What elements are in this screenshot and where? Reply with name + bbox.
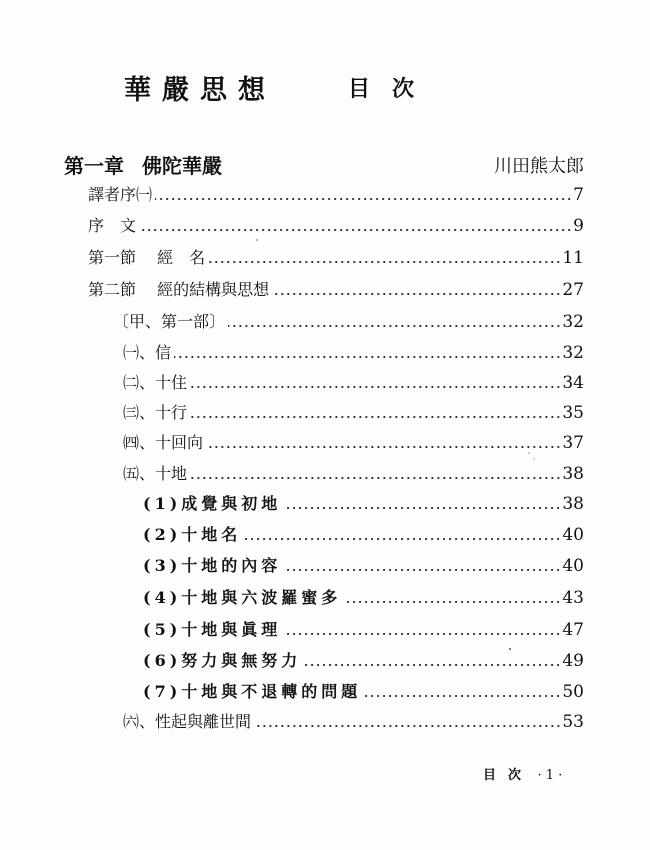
toc-entry-page: 38 [562, 464, 584, 484]
toc-entry[interactable] [88, 213, 584, 237]
toc-entry-page: 9 [573, 216, 584, 236]
toc-entry[interactable] [123, 709, 584, 733]
toc-entry[interactable] [143, 617, 584, 641]
dot-leader [284, 555, 561, 577]
chapter-label [64, 150, 222, 179]
toc-entry[interactable] [143, 553, 584, 577]
toc-entry[interactable] [143, 491, 584, 515]
dot-leader [208, 247, 561, 269]
toc-entry-page: 11 [562, 248, 584, 268]
dot-leader [139, 215, 572, 237]
scan-speck [533, 458, 535, 460]
toc-entry-page: 27 [562, 280, 584, 300]
dot-leader [190, 402, 561, 424]
page-footer [483, 764, 562, 783]
toc-entry-label: 譯者序㈠ [88, 185, 153, 204]
toc-entry-label: 序 文 [88, 216, 137, 235]
toc-entry-page: 7 [573, 185, 584, 205]
toc-entry-label: (1)成覺與初地 [143, 494, 282, 513]
dot-leader [344, 587, 561, 609]
chapter-number: 第一章 [64, 154, 124, 178]
toc-entry-page: 53 [562, 712, 584, 732]
dot-leader [284, 619, 561, 641]
scan-speck [528, 452, 530, 454]
toc-entry-page: 40 [562, 525, 584, 545]
scan-speck [256, 239, 258, 241]
toc-entry-label: ㈣、十回向 [123, 433, 204, 452]
toc-entry[interactable] [123, 461, 584, 485]
toc-entry-label: (6)努力與無努力 [143, 651, 302, 670]
chapter-heading [64, 150, 584, 180]
toc-entry-page: 32 [562, 343, 584, 363]
toc-entry-label: ㈤、十地 [123, 464, 188, 483]
toc-entry-label: ㈠、信 [123, 343, 172, 362]
toc-entry[interactable] [123, 370, 584, 394]
book-title: 華嚴思想 [124, 75, 276, 106]
toc-entry-label: (3)十地的內容 [143, 556, 282, 575]
toc-entry[interactable] [143, 679, 584, 703]
toc-entry[interactable] [123, 430, 584, 454]
toc-entry-page: 40 [562, 556, 584, 576]
toc-entry-page: 34 [562, 373, 584, 393]
toc-entry-page: 49 [562, 651, 584, 671]
dot-leader [155, 184, 572, 206]
toc-entry-label: 第一節 經 名 [88, 248, 206, 267]
toc-entry[interactable] [88, 277, 584, 301]
toc-entry-label: ㈥、性起與離世間 [123, 712, 252, 731]
dot-leader [228, 311, 561, 333]
toc-entry-label: (5)十地與眞理 [143, 620, 282, 639]
footer-section: 目次 [483, 768, 534, 783]
toc-entry[interactable] [88, 182, 584, 206]
dot-leader [272, 279, 561, 301]
dot-leader [284, 493, 561, 515]
toc-entry[interactable] [88, 245, 584, 269]
dot-leader [364, 681, 561, 703]
toc-entry[interactable] [143, 522, 584, 546]
toc-entry-page: 38 [562, 494, 584, 514]
toc-entry-page: 47 [562, 620, 584, 640]
toc-entry-page: 50 [562, 682, 584, 702]
contents-heading: 目次 [348, 77, 437, 102]
dot-leader [206, 432, 561, 454]
toc-entry-label: ㈢、十行 [123, 403, 188, 422]
toc-entry-page: 37 [562, 433, 584, 453]
toc-entry[interactable] [123, 400, 584, 424]
toc-entry-label: (4)十地與六波羅蜜多 [143, 588, 342, 607]
dot-leader [304, 650, 561, 672]
footer-page-number: · 1 · [537, 768, 563, 783]
dot-leader [244, 524, 561, 546]
dot-leader [190, 463, 561, 485]
chapter-author: 川田熊太郎 [494, 156, 584, 177]
toc-entry-page: 32 [562, 312, 584, 332]
toc-entry-page: 43 [562, 588, 584, 608]
chapter-title: 佛陀華嚴 [142, 154, 222, 178]
dot-leader [254, 711, 561, 733]
toc-entry-label: 〔甲、第一部〕 [113, 312, 226, 331]
scan-speck [509, 648, 511, 650]
toc-entry-label: 第二節 經的結構與思想 [88, 280, 270, 299]
toc-entry-page: 35 [562, 403, 584, 423]
toc-entry-label: (7)十地與不退轉的問題 [143, 682, 362, 701]
dot-leader [174, 342, 561, 364]
toc-entry[interactable] [143, 585, 584, 609]
toc-entry[interactable] [113, 309, 584, 333]
toc-entry[interactable] [123, 340, 584, 364]
toc-entry[interactable] [143, 648, 584, 672]
toc-entry-label: (2)十地名 [143, 525, 242, 544]
dot-leader [190, 372, 561, 394]
toc-entry-label: ㈡、十住 [123, 373, 188, 392]
